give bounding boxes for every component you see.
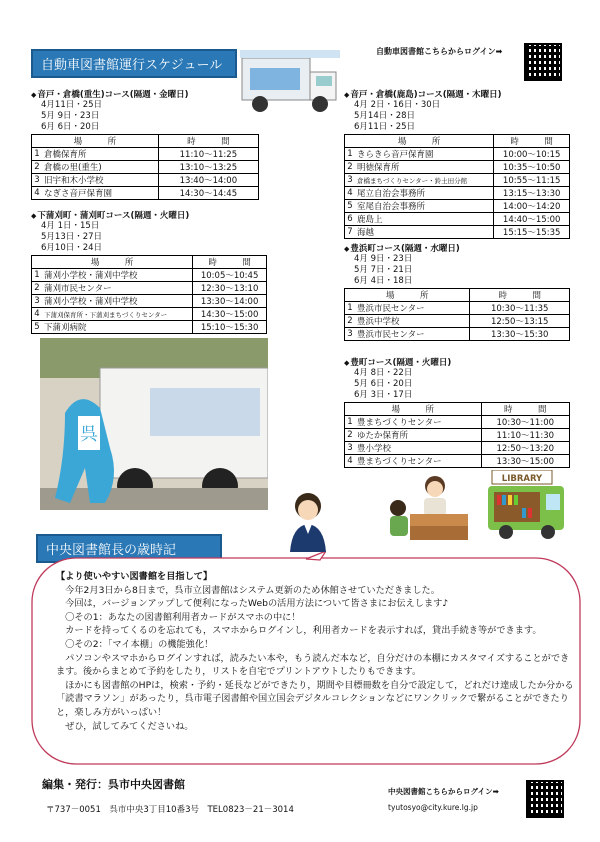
bookmobile-login-link[interactable]: 自動車図書館こちらからログイン➡ — [376, 47, 503, 56]
schedule-banner — [31, 49, 237, 78]
director-avatar — [284, 490, 332, 556]
column-paragraph: 今年2月3日から8日まで，呉市立図書館はシステム更新のため休館させていただきました。 — [56, 584, 440, 596]
schedule-table: 場 所 時 間 1 倉橋保育所 11:10～11:25 2 倉橋の里(重生) 13:10～13:25 3 旧宇和木小学校 13:40～14:00 4 なぎさ音戸保育園 14:30～14:45 — [31, 134, 259, 200]
table-row: 1 豊まちづくりセンター 10:30～11:00 — [345, 416, 570, 429]
table-row: 4 下蒲刈保育所・下蒲刈まちづくりセンター 14:30～15:00 — [32, 308, 267, 321]
table-row: 5 下蒲刈病院 15:10～15:30 — [32, 321, 267, 334]
course-title: 音戸・倉橋(鹿島)コース(隔週・木曜日) — [350, 90, 502, 100]
course-shimokamagari-kamagari: ◆下蒲刈町・蒲刈町コース(隔週・火曜日) 4月 1日・15日 5月13日・27日 6月10日・24日 場 所 時 間 1 蒲刈小学校・蒲刈中学校 10:05～10:45 2 蒲刈市民センター 12:30～13:10 3 蒲刈小学校・蒲刈中学校 13:30～14:00 4 下蒲刈保育所・下蒲刈まちづくりセンター 14:30～15:00 5 下蒲刈病院 15:10～15:30 — [31, 209, 271, 334]
table-row: 4 なぎさ音戸保育園 14:30～14:45 — [32, 187, 259, 200]
table-row: 4 豊まちづくりセンター 13:30～15:00 — [345, 455, 570, 468]
table-row: 3 倉橋まちづくりセンター・鈴土田分館 10:55～11:15 — [345, 174, 570, 187]
table-row: 7 海越 15:15～15:35 — [345, 226, 570, 239]
course-dates: 4月11日・25日 5月 9日・23日 6月 6日・20日 — [41, 100, 103, 132]
table-row: 5 室尾自治会事務所 14:00～14:20 — [345, 200, 570, 213]
library-bus-illustration — [486, 470, 576, 542]
table-row: 2 明徳保育所 10:35～10:50 — [345, 161, 570, 174]
table-row: 1 蒲刈小学校・蒲刈中学校 10:05～10:45 — [32, 269, 267, 282]
schedule-table: 場 所 時 間 1 豊浜市民センター 10:30～11:35 2 豊浜中学校 12:50～13:15 3 豊浜市民センター 13:30～15:30 — [344, 288, 570, 341]
table-row: 3 豊小学校 12:50～13:20 — [345, 442, 570, 455]
svg-text:呉: 呉 — [80, 424, 98, 445]
publisher: 編集・発行：呉市中央図書館 — [42, 778, 185, 791]
table-row: 2 ゆたか保育所 11:10～11:30 — [345, 429, 570, 442]
column-paragraph: パソコンやスマホからログインすれば，読みたい本や，もう読んだ本など，自分だけの本棚にカスタマイズすることができます。後からまとめて予約をしたり，リストを自宅でプリントアウトしたりもできます。 — [56, 652, 570, 678]
course-dates: 4月 1日・15日 5月13日・27日 6月10日・24日 — [41, 221, 103, 253]
course-ondo-kurahashi-shigeo: ◆音戸・倉橋(重生)コース(隔週・金曜日) 4月11日・25日 5月 9日・23日 6月 6日・20日 場 所 時 間 1 倉橋保育所 11:10～11:25 2 倉橋の里(重生) 13:10～13:25 3 旧宇和木小学校 13:40～14:00 4 なぎさ音戸保育園 14:30～14:45 — [31, 88, 261, 200]
schedule-table: 場 所 時 間 1 豊まちづくりセンター 10:30～11:00 2 ゆたか保育所 11:10～11:30 3 豊小学校 12:50～13:20 4 豊まちづくりセンター 13:30～15:00 — [344, 402, 570, 468]
column-body — [56, 570, 574, 733]
address: 〒737－0051 呉市中央3丁目10番3号 TEL0823－21－3014 — [46, 805, 294, 815]
table-row: 1 きらきら音戸保育園 10:00～10:15 — [345, 148, 570, 161]
column-paragraph: ぜひ，試してみてくださいね。 — [56, 720, 194, 732]
central-library-qr-code[interactable] — [526, 780, 564, 818]
course-title: 音戸・倉橋(重生)コース(隔週・金曜日) — [37, 90, 189, 100]
course-title: 下蒲刈町・蒲刈町コース(隔週・火曜日) — [37, 211, 190, 221]
contact-email[interactable]: tyutosyo@city.kure.lg.jp — [388, 803, 478, 812]
column-paragraph: 〇その1：あなたの図書館利用者カードがスマホの中に！ — [56, 611, 301, 623]
mascot-bookmobile-photo — [40, 338, 268, 510]
table-row: 3 旧宇和木小学校 13:40～14:00 — [32, 174, 259, 187]
table-row: 1 豊浜市民センター 10:30～11:35 — [345, 302, 570, 315]
course-dates: 4月 8日・22日 5月 6日・20日 6月 3日・17日 — [354, 368, 413, 400]
column-paragraph: ほかにも図書館のHPは，検索・予約・延長などができたり，期間や目標冊数を自分で設定して，どれだけ達成したか分かる「読書マラソン」があったり，呉市電子図書館や国立国会デジタルコレクションなどにワンクリックで繋がることができたりと，楽しみ方がいっぱい！ — [56, 679, 574, 718]
table-row: 1 倉橋保育所 11:10～11:25 — [32, 148, 259, 161]
table-row: 2 豊浜中学校 12:50～13:15 — [345, 315, 570, 328]
course-yutaka: ◆豊町コース(隔週・火曜日) 4月 8日・22日 5月 6日・20日 6月 3日・17日 場 所 時 間 1 豊まちづくりセンター 10:30～11:00 2 ゆたか保育所 11:10～11:30 3 豊小学校 12:50～13:20 4 豊まちづくりセンター 13:30～15:00 — [344, 356, 574, 468]
table-row: 6 鹿島上 14:40～15:00 — [345, 213, 570, 226]
schedule-table: 場 所 時 間 1 きらきら音戸保育園 10:00～10:15 2 明徳保育所 10:35～10:50 3 倉橋まちづくりセンター・鈴土田分館 10:55～11:15 4 尾立自治会事務所 13:15～13:30 5 室尾自治会事務所 14:00～14:20 6 鹿島上 14:40～15:00 7 海越 15:15～15:35 — [344, 134, 570, 239]
course-dates: 4月 9日・23日 5月 7日・21日 6月 4日・18日 — [354, 254, 413, 286]
course-ondo-kurahashi-kashima: ◆音戸・倉橋(鹿島)コース(隔週・木曜日) 4月 2日・16日・30日 5月14日・28日 6月11日・25日 場 所 時 間 1 きらきら音戸保育園 10:00～10:15 2 明徳保育所 10:35～10:50 3 倉橋まちづくりセンター・鈴土田分館 10:55～11:15 4 尾立自治会事務所 13:15～13:30 5 室尾自治会事務所 14:00～14:20 6 鹿島上 14:40～15:00 7 海越 15:15～15:35 — [344, 88, 574, 239]
schedule-table: 場 所 時 間 1 蒲刈小学校・蒲刈中学校 10:05～10:45 2 蒲刈市民センター 12:30～13:10 3 蒲刈小学校・蒲刈中学校 13:30～14:00 4 下蒲刈保育所・下蒲刈まちづくりセンター 14:30～15:00 5 下蒲刈病院 15:10～15:30 — [31, 255, 267, 334]
course-dates: 4月 2日・16日・30日 5月14日・28日 6月11日・25日 — [354, 100, 441, 132]
course-title: 豊町コース(隔週・火曜日) — [350, 358, 452, 368]
central-library-login-link[interactable]: 中央図書館こちらからログイン➡ — [388, 787, 499, 796]
table-row: 2 倉橋の里(重生) 13:10～13:25 — [32, 161, 259, 174]
table-row: 3 蒲刈小学校・蒲刈中学校 13:30～14:00 — [32, 295, 267, 308]
table-row: 4 尾立自治会事務所 13:15～13:30 — [345, 187, 570, 200]
library-sign-text: LIBRARY — [501, 474, 543, 484]
schedule-title: 自動車図書館運行スケジュール — [41, 58, 223, 73]
course-title: 豊浜町コース(隔週・水曜日) — [350, 244, 460, 254]
column-title: 中央図書館長の歳時記 — [46, 543, 177, 558]
librarian-counter-illustration — [380, 472, 470, 542]
table-row: 2 蒲刈市民センター 12:30～13:10 — [32, 282, 267, 295]
column-paragraph: 〇その2：「マイ本棚」の機能強化！ — [56, 638, 214, 650]
course-yutakahama: ◆豊浜町コース(隔週・水曜日) 4月 9日・23日 5月 7日・21日 6月 4日・18日 場 所 時 間 1 豊浜市民センター 10:30～11:35 2 豊浜中学校 12:50～13:15 3 豊浜市民センター 13:30～15:30 — [344, 242, 574, 341]
table-row: 3 豊浜市民センター 13:30～15:30 — [345, 328, 570, 341]
column-paragraph: 今回は，バージョンアップして便利になったWebの活用方法について皆さまにお伝えします♪ — [56, 598, 449, 610]
bookmobile-qr-code[interactable] — [524, 43, 562, 81]
column-heading: 【より使いやすい図書館を目指して】 — [56, 571, 213, 582]
column-paragraph: カードを持ってくるのを忘れても，スマホからログインし，利用者カードを表示すれば，貸出手続き等ができます。 — [56, 625, 542, 637]
